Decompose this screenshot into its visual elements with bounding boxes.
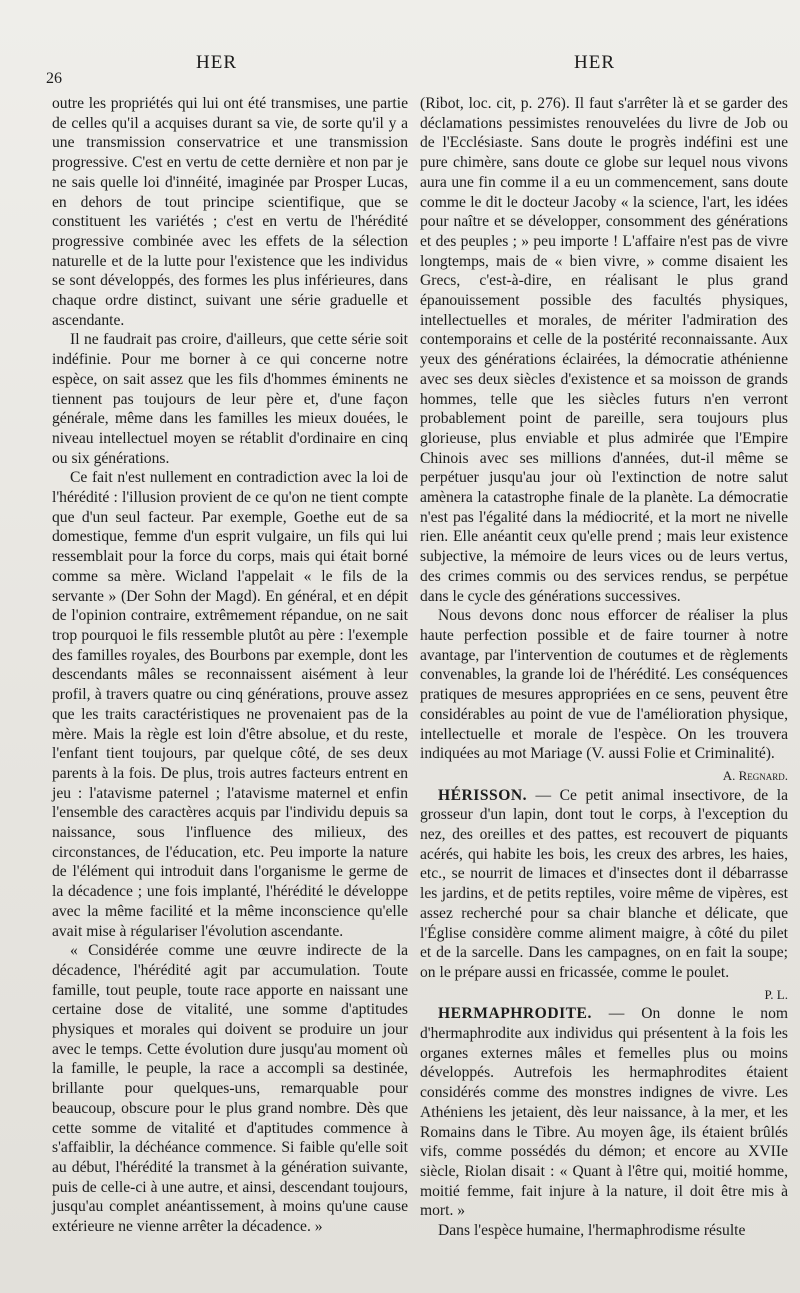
paragraph: Ce fait n'est nullement en contradiction avec la loi de l'hérédité : l'illusion provient de ce qu'on ne tient compte que d'un seul facteur. Par exemple, Goethe eut de sa domestique, femme d'un esprit vulgaire, un fils qui lui ressemblait pour la force du corps, mais qui était borné comme sa mère. Wicland l'appelait « le fils de la servante » (Der Sohn der Magd). En général, et en dépit de l'opinion contraire, extrêmement répandue, on ne sait trop pourquoi le fils ressemble plutôt au père : l'exemple des familles royales, des Bourbons par exemple, dont les descendants mâles se reconnaissent aisément à leur profil, à travers quatre ou cinq générations, prouve assez que les traits caractéristiques ne provenaient pas de la mère. Mais la règle est loin d'être absolue, et du reste, l'enfant tient toujours, par quelque côté, de ses deux parents à la fois. De plus, trois autres facteurs entrent en jeu : l'atavisme paternel ; l'atavisme maternel et enfin l'ensemble des caractères acquis par l'individu depuis sa naissance, sous l'influence des milieux, des circonstances, de l'éducation, etc. Peu importe la nature de l'élément qui introduit dans l'organisme le germe de la décadence ; une fois implanté, l'hérédité le développe avec la même facilité et la même inconscience qu'elle avait mise à régulariser l'évolution ascendante. xyxy=(52,469,408,940)
page-number: 26 xyxy=(46,70,62,87)
entry-text: — Ce petit animal insectivore, de la grosseur d'un lapin, dont tout le corps, à l'exception du nez, des oreilles et des pattes, est recouvert de piquants acérés, qui habite les bois, les creux des arbres, les haies, etc., se nourrit de limaces et d'insectes dont il débarrasse les jardins, et de petits reptiles, voire même de vipères, est assez recherché pour sa chair blanche et délicate, que l'Église considère comme aliment maigre, à côté du pilet et de la sarcelle. Dans les campagnes, on en fait la soupe; on le prépare aussi en fricassée, comme le poulet. xyxy=(420,786,788,981)
left-running-head: HER xyxy=(196,52,237,73)
paragraph: Dans l'espèce humaine, l'hermaphrodisme résulte xyxy=(438,1222,746,1240)
author-signature: P. L. xyxy=(764,986,788,1002)
paragraph: (Ribot, loc. cit, p. 276). Il faut s'arrêter là et se garder des déclamations pessimistes renouvelées du livre de Job ou de l'Ecclésiaste. Sans doute le progrès indéfini est une pure chimère, sans doute ce globe sur lequel nous vivons aura une fin comme il a eu un commencement, sans doute comme le dit le docteur Jacoby « la science, l'art, les idées pour naître et se développer, consomment des générations et des peuples ; » peu importe ! L'affaire n'est pas de vivre longtemps, mais de « bien vivre, » comme disaient les Grecs, c'est-à-dire, en réalisant le plus grand épanouissement possible des facultés physiques, intellectuelles et morales, de mériter l'admiration des contemporains et celle de la postérité reconnaissante. Aux yeux des générations éclairées, la démocratie athénienne avec ses deux siècles d'existence et sa moisson de grands hommes, telle que les siècles futurs n'en verront probablement point de pareille, sera toujours plus glorieuse, plus enviable et plus admirée que l'Empire Chinois avec ses millions d'années, dut-il même se perpétuer jusqu'au jour où l'extinction de notre salut amènera la catastrophe finale de la planète. La démocratie n'est pas l'égalité dans la médiocrité, et la mort ne nivelle rien. Elle anéantit ceux qu'elle prend ; mais leur existence subjective, la mémoire de leurs vices ou de leurs vertus, des crimes commis ou des services rendus, se perpétue dans le cycle des générations successives. xyxy=(420,95,788,605)
entry-headword: HERMAPHRODITE. xyxy=(438,1005,592,1023)
paragraph: Il ne faudrait pas croire, d'ailleurs, que cette série soit indéfinie. Pour me borner à ce qui concerne notre espèce, on sait assez que les fils d'hommes éminents ne tiennent pas toujours de leur père et, d'une façon générale, même dans les familles les mieux douées, le niveau intellectuel moyen se rétablit d'ordinaire en cinq ou six générations. xyxy=(52,331,408,467)
paragraph: outre les propriétés qui lui ont été transmises, une partie de celles qu'il a acquises durant sa vie, de sorte qu'il y a une transmission conservatrice et une transmission progressive. C'est en vertu de cette dernière et non par je ne sais quelle loi d'innéité, imaginée par Prosper Lucas, en dehors de tout principe scientifique, que se constituent les variétés ; c'est en vertu de l'hérédité progressive combinée avec les effets de la sélection naturelle et de la lutte pour l'existence que les individus se sont développés, des formes les plus inférieures, dans chaque ordre distinct, suivant une série graduelle et ascendante. xyxy=(52,95,408,329)
dictionary-entry xyxy=(420,786,788,983)
paragraph: « Considérée comme une œuvre indirecte de la décadence, l'hérédité agit par accumulation. Toute famille, tout peuple, toute race apporte en naissant une certaine dose de vitalité, une somme d'aptitudes physiques et morales qui doivent se produire un jour avec le temps. Cette évolution dure jusqu'au moment où la famille, le peuple, la race a accompli sa destinée, brillante pour quelques-uns, remarquable pour beaucoup, obscure pour le plus grand nombre. Dès que cette somme de vitalité et d'aptitudes commence à s'affaiblir, la déchéance commence. Si faible qu'elle soit au début, l'hérédité la transmet à la génération suivante, puis de celle-ci à une autre, et ainsi, descendant toujours, jusqu'au complet anéantissement, à moins qu'une cause extérieure ne vienne arrêter la décadence. » xyxy=(52,942,408,1236)
entry-text: — On donne le nom d'hermaphrodite aux individus qui présentent à la fois les organes externes mâles et femelles plus ou moins développés. Autrefois les hermaphrodites étaient considérés comme des monstres indignes de vivre. Les Athéniens les jetaient, dès leur naissance, à la mer, et les Romains dans le Tibre. Au moyen âge, ils étaient brûlés vifs, comme possédés du démon; et encore au XVIIe siècle, Riolan disait : « Quant à l'être qui, moitié homme, moitié femme, fait injure à la nature, il doit être mis à mort. » xyxy=(420,1005,788,1220)
author-signature: A. Regnard. xyxy=(722,767,788,783)
signature-line xyxy=(420,764,788,786)
right-running-head: HER xyxy=(574,52,615,73)
signature-line xyxy=(420,983,788,1005)
dictionary-entry xyxy=(420,1004,788,1221)
entry-headword: HÉRISSON. xyxy=(438,786,527,804)
paragraph: Nous devons donc nous efforcer de réaliser la plus haute perfection possible et de faire tourner à notre avantage, par l'intervention de coutumes et de règlements convenables, la grande loi de l'hérédité. Les conséquences pratiques de mesures appropriées en ce sens, peuvent être considérables au point de vue de l'amélioration physique, intellectuelle et morale de l'espèce. On les trouvera indiquées au mot Mariage (V. aussi Folie et Criminalité). xyxy=(420,607,788,763)
left-column xyxy=(52,94,408,1237)
right-column xyxy=(420,94,788,1241)
